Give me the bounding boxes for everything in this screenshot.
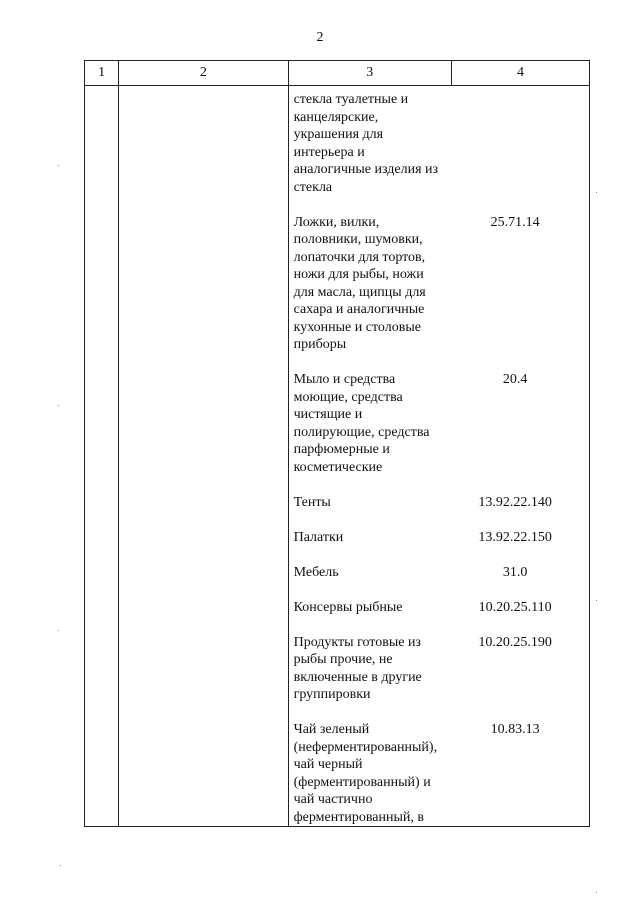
column-header-3: 3 <box>288 61 451 86</box>
product-name-line: парфюмерные и <box>293 442 390 457</box>
table-header-row <box>85 61 590 86</box>
table-row <box>289 214 589 354</box>
product-name-line: Продукты готовые из <box>293 634 421 650</box>
product-name <box>289 529 447 547</box>
product-name-line: группировки <box>293 687 371 702</box>
product-name-line: кухонные и столовые <box>293 319 421 335</box>
scan-dot <box>60 865 61 866</box>
product-name-line: Мебель <box>293 564 339 580</box>
table-row <box>289 494 589 512</box>
scan-dot <box>596 600 597 601</box>
product-name <box>289 599 447 617</box>
okpd-code: 25.71.14 <box>490 214 540 230</box>
okpd-code: 13.92.22.150 <box>478 529 552 545</box>
scan-dot <box>58 405 59 406</box>
product-name-line: стекла туалетные и <box>293 92 409 107</box>
scan-dot <box>596 192 597 193</box>
products-table <box>84 60 590 827</box>
product-name-line: чистящие и <box>293 407 363 422</box>
okpd-code <box>447 91 584 196</box>
column-2-cell <box>119 86 288 827</box>
product-name-line: лопаточки для тортов, <box>293 249 426 265</box>
product-name-line: ферментированный, в <box>293 809 424 825</box>
entry-spacer <box>289 704 589 722</box>
product-name-line: Мыло и средства <box>293 372 396 387</box>
product-name-line: рыбы прочие, не <box>293 652 393 667</box>
product-name-line: Чай зеленый <box>293 722 370 737</box>
product-name-line: стекла <box>293 179 333 195</box>
product-name <box>289 91 447 196</box>
table-row <box>289 564 589 582</box>
table-row <box>289 599 589 617</box>
entries-cell <box>288 86 589 827</box>
scan-dot <box>58 165 59 166</box>
product-name-line: канцелярские, <box>293 109 379 125</box>
product-name-line: интерьера и <box>293 144 365 160</box>
entry-spacer <box>289 354 589 372</box>
product-name-line: для масла, щипцы для <box>293 284 426 300</box>
product-name-line: (неферментированный), <box>293 739 438 755</box>
table-row <box>289 721 589 826</box>
product-name-line: чай частично <box>293 792 373 807</box>
scan-dot <box>596 892 597 893</box>
okpd-code: 10.20.25.110 <box>478 599 552 615</box>
column-header-4: 4 <box>451 61 589 86</box>
entries-list <box>289 86 589 826</box>
table-row <box>289 91 589 196</box>
product-name-line: косметические <box>293 459 383 475</box>
column-header-1: 1 <box>85 61 119 86</box>
entry-spacer <box>289 196 589 214</box>
okpd-code: 31.0 <box>502 564 528 580</box>
table-row <box>289 529 589 547</box>
product-name <box>289 634 447 704</box>
column-header-2: 2 <box>119 61 288 86</box>
table-row <box>289 634 589 704</box>
okpd-code: 13.92.22.140 <box>478 494 552 510</box>
product-name-line: Тенты <box>293 494 331 510</box>
product-name-line: (ферментированный) и <box>293 774 431 790</box>
scan-dot <box>58 630 59 631</box>
product-name-line: аналогичные изделия из <box>293 162 439 177</box>
product-name <box>289 214 447 354</box>
page-number: 2 <box>316 30 324 45</box>
product-name-line: Консервы рыбные <box>293 599 403 615</box>
product-name-line: половники, шумовки, <box>293 232 423 247</box>
product-name <box>289 721 447 826</box>
table-row <box>289 371 589 476</box>
okpd-code: 10.20.25.190 <box>478 634 552 650</box>
product-name-line: ножи для рыбы, ножи <box>293 267 424 282</box>
product-name-line: Ложки, вилки, <box>293 214 380 230</box>
entry-spacer <box>289 511 589 529</box>
product-name-line: включенные в другие <box>293 669 422 685</box>
entry-spacer <box>289 581 589 599</box>
product-name <box>289 494 447 512</box>
product-name-line: украшения для <box>293 127 384 142</box>
entry-spacer <box>289 616 589 634</box>
table-body-row <box>85 86 590 827</box>
okpd-code: 20.4 <box>502 372 528 387</box>
product-name-line: моющие, средства <box>293 389 403 405</box>
column-1-cell <box>85 86 119 827</box>
entry-spacer <box>289 546 589 564</box>
product-name-line: чай черный <box>293 757 363 772</box>
product-name <box>289 564 447 582</box>
entry-spacer <box>289 476 589 494</box>
product-name-line: приборы <box>293 337 347 352</box>
product-name-line: сахара и аналогичные <box>293 302 425 317</box>
okpd-code: 10.83.13 <box>490 722 540 737</box>
product-name-line: Палатки <box>293 529 344 545</box>
product-name-line: полирующие, средства <box>293 424 430 440</box>
product-name <box>289 371 447 476</box>
